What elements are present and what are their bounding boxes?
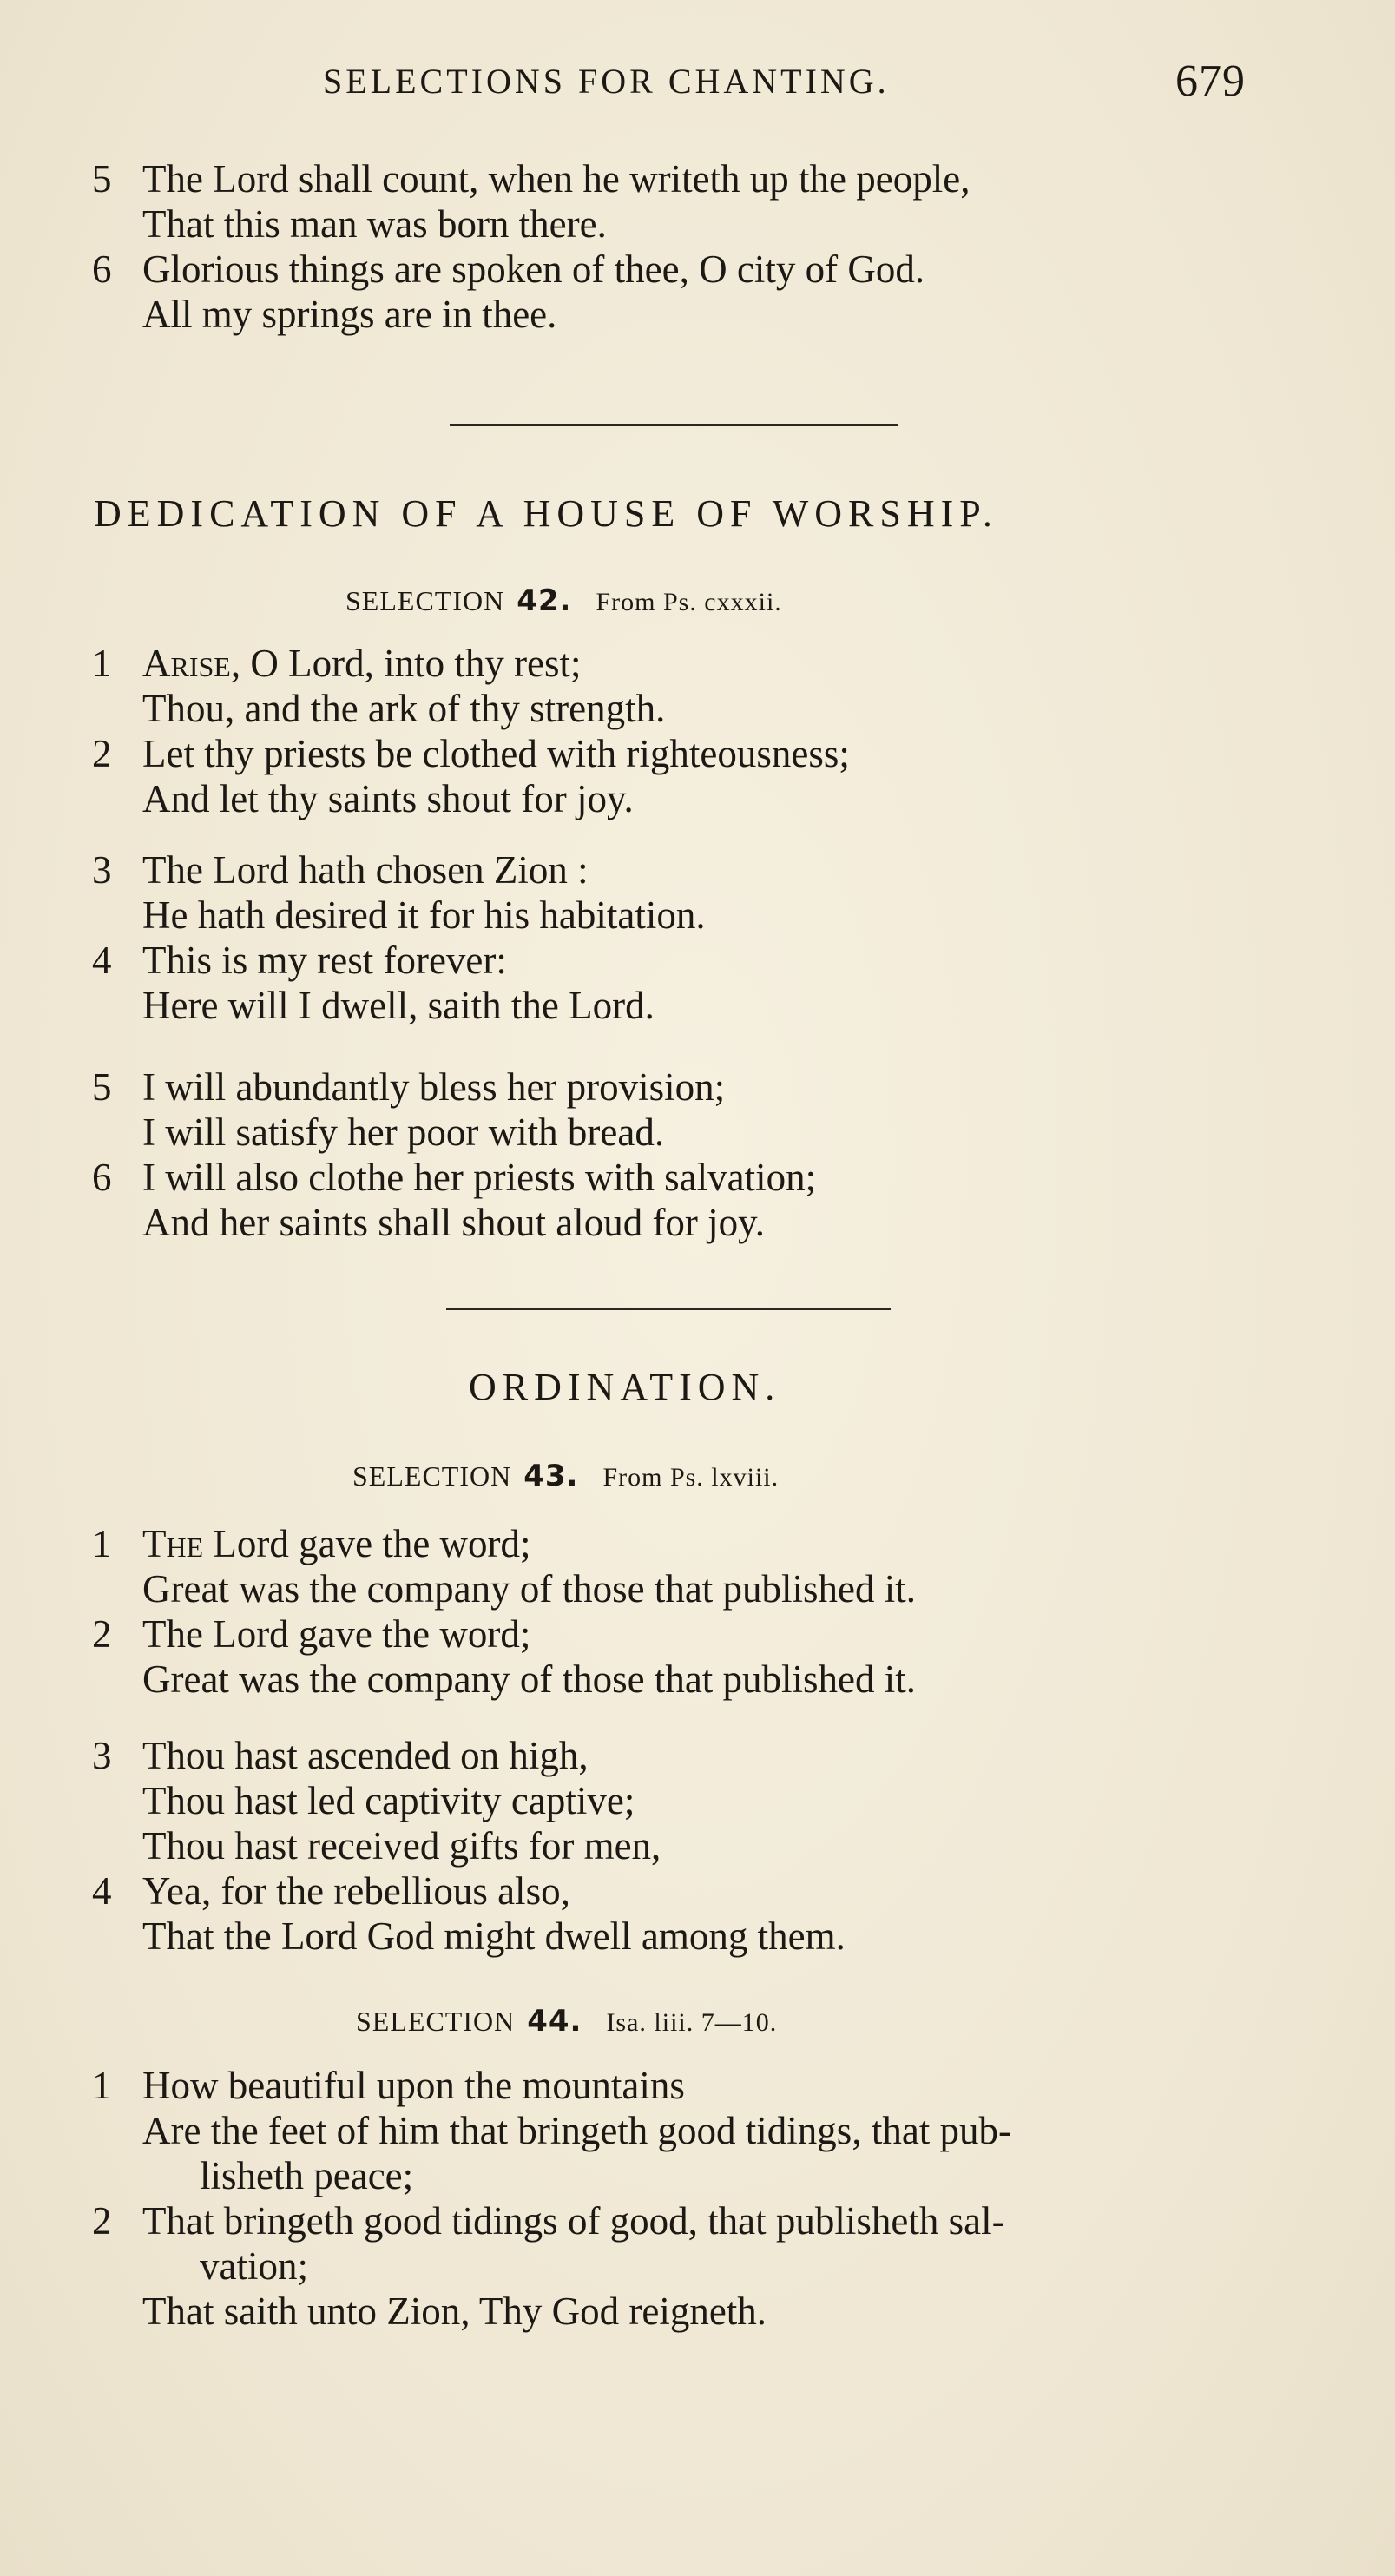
verse-line: The Lord gave the word;	[142, 1612, 531, 1656]
verse-first-word: Arise,	[142, 642, 241, 685]
selection-label: SELECTION	[345, 585, 505, 616]
selection-number: 43.	[523, 1459, 579, 1493]
section-heading-ordination: ORDINATION.	[469, 1366, 781, 1408]
verse-line: How beautiful upon the mountains	[142, 2064, 685, 2107]
verse-number: 5	[92, 157, 112, 201]
verse-line: I will abundantly bless her provision;	[142, 1065, 726, 1109]
verse-line: vation;	[200, 2244, 308, 2288]
verse-line: I will satisfy her poor with bread.	[142, 1110, 665, 1154]
verse-number: 6	[92, 1156, 112, 1199]
selection-number: 44.	[527, 2004, 582, 2039]
verse-line: And her saints shall shout aloud for joy.	[142, 1201, 765, 1244]
verse-number: 2	[92, 2199, 112, 2243]
selection-heading	[356, 2004, 777, 2039]
running-title: SELECTIONS FOR CHANTING.	[323, 62, 890, 101]
verse-number: 1	[92, 1522, 112, 1565]
verse-line: The Lord shall count, when he writeth up the people,	[142, 157, 971, 201]
verse-line: Thou hast led captivity captive;	[142, 1779, 635, 1822]
selection-label: SELECTION	[356, 2006, 516, 2037]
verse-line: I will also clothe her priests with salvation;	[142, 1156, 817, 1199]
verse-line	[142, 1521, 531, 1566]
verse-number: 2	[92, 1612, 112, 1656]
verse-number: 1	[92, 2064, 112, 2107]
verse-line: And let thy saints shout for joy.	[142, 777, 634, 820]
verse-text: Lord gave the word;	[203, 1522, 531, 1565]
verse-line: Let thy priests be clothed with righteousness;	[142, 732, 850, 775]
verse-line: lisheth peace;	[200, 2154, 414, 2197]
verse-line: All my springs are in thee.	[142, 293, 557, 336]
selection-source: From Ps. cxxxii.	[596, 588, 782, 616]
verse-number: 4	[92, 1869, 112, 1913]
verse-number: 3	[92, 1734, 112, 1777]
verse-line: That this man was born there.	[142, 202, 607, 246]
verse-number: 3	[92, 848, 112, 892]
verse-line: Are the feet of him that bringeth good tidings, that pub-	[142, 2109, 1012, 2152]
verse-line: Thou hast ascended on high,	[142, 1734, 589, 1777]
selection-source: From Ps. lxviii.	[602, 1463, 780, 1492]
verse-line: Thou, and the ark of thy strength.	[142, 687, 666, 730]
verse-line: The Lord hath chosen Zion :	[142, 848, 589, 892]
verse-number: 2	[92, 732, 112, 775]
section-heading-dedication: DEDICATION OF A HOUSE OF WORSHIP.	[94, 492, 998, 535]
selection-source: Isa. liii. 7—10.	[606, 2008, 778, 2037]
verse-number: 5	[92, 1065, 112, 1109]
verse-line: That the Lord God might dwell among them.	[142, 1914, 846, 1958]
verse-line: That saith unto Zion, Thy God reigneth.	[142, 2289, 767, 2333]
verse-number: 4	[92, 939, 112, 982]
selection-heading	[352, 1459, 779, 1493]
verse-text: O Lord, into thy rest;	[240, 642, 582, 685]
verse-line	[142, 641, 582, 686]
verse-line: He hath desired it for his habitation.	[142, 893, 706, 937]
verse-number: 6	[92, 247, 112, 291]
verse-line: Glorious things are spoken of thee, O city of God.	[142, 247, 925, 291]
section-divider	[450, 424, 898, 426]
selection-heading	[345, 583, 782, 618]
verse-line: Great was the company of those that published it.	[142, 1657, 917, 1701]
verse-line: Yea, for the rebellious also,	[142, 1869, 570, 1913]
verse-line: Thou hast received gifts for men,	[142, 1824, 661, 1868]
section-divider	[446, 1308, 891, 1310]
selection-number: 42.	[517, 583, 572, 618]
verse-number: 1	[92, 642, 112, 685]
verse-first-word: The	[142, 1522, 204, 1565]
verse-line: This is my rest forever:	[142, 939, 507, 982]
selection-label: SELECTION	[352, 1460, 512, 1492]
page-number: 679	[1175, 56, 1246, 106]
verse-line: Great was the company of those that published it.	[142, 1567, 917, 1611]
verse-line: Here will I dwell, saith the Lord.	[142, 984, 655, 1027]
verse-line: That bringeth good tidings of good, that publisheth sal-	[142, 2199, 1005, 2243]
